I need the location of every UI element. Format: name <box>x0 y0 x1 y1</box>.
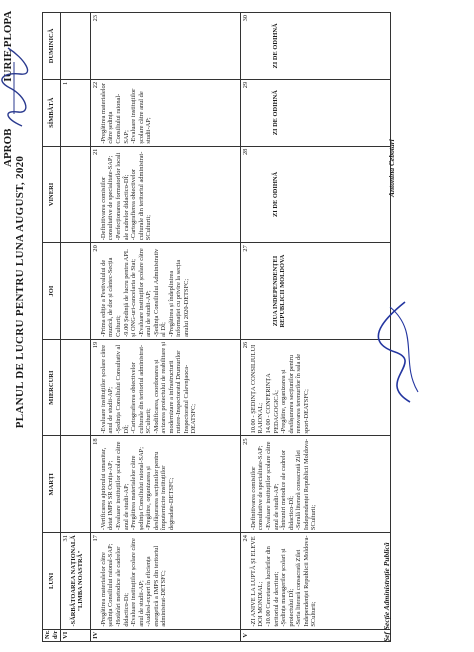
day-cell <box>61 243 91 340</box>
day-cell <box>91 339 241 436</box>
day-cell <box>241 243 391 340</box>
day-cell <box>91 146 241 243</box>
day-number: 21 <box>92 148 100 156</box>
column-header: LUNI <box>43 533 61 630</box>
column-header: MIERCURI <box>43 339 61 436</box>
week-number-cell: VI <box>61 629 91 641</box>
day-number: 31 <box>62 535 70 542</box>
day-activities: -SĂRBĂTOAREA NAȚIONALĂ "LIMBA NOASTRĂ" <box>69 535 85 627</box>
day-number: 18 <box>92 438 100 445</box>
table-row <box>241 13 391 642</box>
day-cell <box>241 436 391 533</box>
day-cell <box>61 79 91 146</box>
day-number: 28 <box>242 148 250 156</box>
column-header: MARȚI <box>43 436 61 533</box>
approver-signature <box>0 42 30 132</box>
day-number: 19 <box>92 341 100 349</box>
day-cell <box>61 13 91 80</box>
day-number: 1 <box>62 81 70 86</box>
day-activities: -Verificarea ajutorului umanitar, dotat IMPS SR Ocnița-AP; -Evaluare instituțiilor școlare către anul de studii-AP; -Pregătirea materialelor către ședința Consiliului raional-SAP; -Pregătire, organizarea și desfășurarea secțiunilor pentru împuternicire instituțiilor degradate-DETSFC; <box>99 441 175 531</box>
day-cell <box>91 243 241 340</box>
week-number-cell: V <box>241 629 391 641</box>
day-number: 24 <box>242 535 250 542</box>
handwritten-signature <box>370 292 430 412</box>
day-cell <box>91 13 241 80</box>
day-cell <box>241 13 391 80</box>
day-activities: -Pregătirea materialelor către ședința Consiliului raional-SAP; -Evaluare instituțiilor școlare către anul de studii-AP; <box>99 83 153 144</box>
day-cell <box>241 533 391 630</box>
day-cell <box>91 436 241 533</box>
approve-label: APROB <box>2 128 14 167</box>
document-title: PLANUL DE LUCRU PENTRU LUNA AUGUST, 2020 <box>14 155 26 429</box>
day-activities: ZI DE ODIHNĂ <box>271 171 279 217</box>
approver-name: IURIE PLOPA <box>2 10 14 82</box>
day-activities: ZI DE ODIHNĂ <box>271 23 279 69</box>
day-cell <box>91 533 241 630</box>
table-row <box>61 13 91 642</box>
column-header: DUMINICĂ <box>43 13 61 80</box>
footer-position: Șef Secție Administrație Publică <box>382 542 391 642</box>
table-row <box>91 13 241 642</box>
column-header: SÎMBĂTĂ <box>43 79 61 146</box>
column-header: JOI <box>43 243 61 340</box>
work-plan-table <box>42 12 391 642</box>
column-header: VINERI <box>43 146 61 243</box>
table-header-row <box>43 13 61 642</box>
day-activities: -ZI ANIVE LA LUPTĂ ȘI ELEVE DOI MONDIAL; -10.00 Cercetarea lucrărilor din teritoriul de decrituri; -Ședința managerilor școlari și proiectului DÎ; -Seria literară consacrată Zilei Independenței Republicii Moldova-SCulturii; <box>249 535 318 627</box>
day-number: 26 <box>242 341 250 349</box>
day-number: 20 <box>92 245 100 252</box>
day-cell <box>241 79 391 146</box>
day-number: 17 <box>92 535 100 542</box>
day-cell <box>61 339 91 436</box>
week-number-cell: IV <box>91 629 241 641</box>
day-number: 29 <box>242 81 250 89</box>
day-number: 23 <box>92 15 100 22</box>
day-activities: -Definitivarea comisiilor consultative de specialitate-SAP; -Evaluare instituțiilor școlare către anul de studii-AP; -Întruniri metodice ale cadrelor didactico-DÎ; -Serală literară consacrată Zilei Independenței Republicii Moldova-SCulturii; <box>249 438 318 531</box>
column-header: Nr. d/r <box>43 629 61 641</box>
day-number: 25 <box>242 438 250 445</box>
day-activities: ZIUA INDEPENDENȚEI REPUBLICII MOLDOVA <box>271 254 287 328</box>
day-activities: -Evaluare instituțiilor școlare către anul de studii-AP; -Ședința Consiliului Consultativ al DÎ; -Cartografierea obiectivelor culturale din teritoriul administrat-SCulturii; -Modificarea, coordonarea și avizarea proiectului de reabilitare și modernizare a infrastructurii rutiere-Inspectoratul Drumurilor Inspectoratul Calevnjaoca-DEATSFC; <box>99 341 198 434</box>
day-number: 30 <box>242 15 250 22</box>
day-activities: ZI DE ODIHNĂ <box>271 90 279 136</box>
day-number: 22 <box>92 81 100 89</box>
day-cell <box>61 533 91 630</box>
day-activities: 10.00 - ȘEDINȚA CONSILIULUI RAIONAL; 14.00 - CONFERINȚA PEDAGOGICĂ; -Pregătire, organizarea și desfășurarea secțiunilor pentru renovarea terenurilor în sala de sport-DEATSFC; <box>249 344 310 434</box>
day-cell <box>91 79 241 146</box>
day-activities: -Definitivarea comisiilor consultative de specialitate-SAP; -Perfecționarea formatorilor locali ale cadrelor didactico-DÎ; -Cartografierea obiectivelor culturale din teritoriul administrat-SCulturii; <box>99 151 153 241</box>
day-activities: -Prima ediție a Festivalului de muzică, de dor și cântec-Secția Culturii; -9.00 Ședință de lucru pentru APL și ONG-uri-cancelaria de Stat; -Evaluare instituțiilor școlare către anul de studii-AP; -Ședința Consiliului Administrativ al DÎ; -Pregătirea și îndeplinirea informației cu privire la secția anului 2020-DETSFC; <box>99 248 190 337</box>
day-cell <box>241 146 391 243</box>
day-activities: -Pregătirea materialelor către ședința Consiliului raional-SAP; -Hotărări metodice ale cadrelor didactico-Di; -Evaluare instituțiilor școlare către anul de studii-AP; -Audiesl-expert în eficiența energetică a IMPS din teritoriul administrat-DETSFC; <box>99 538 168 627</box>
day-cell <box>241 339 391 436</box>
day-cell <box>61 146 91 243</box>
day-number: 27 <box>242 245 250 252</box>
day-cell <box>61 436 91 533</box>
footer-signatory: Antonina Cebotari <box>387 139 396 197</box>
